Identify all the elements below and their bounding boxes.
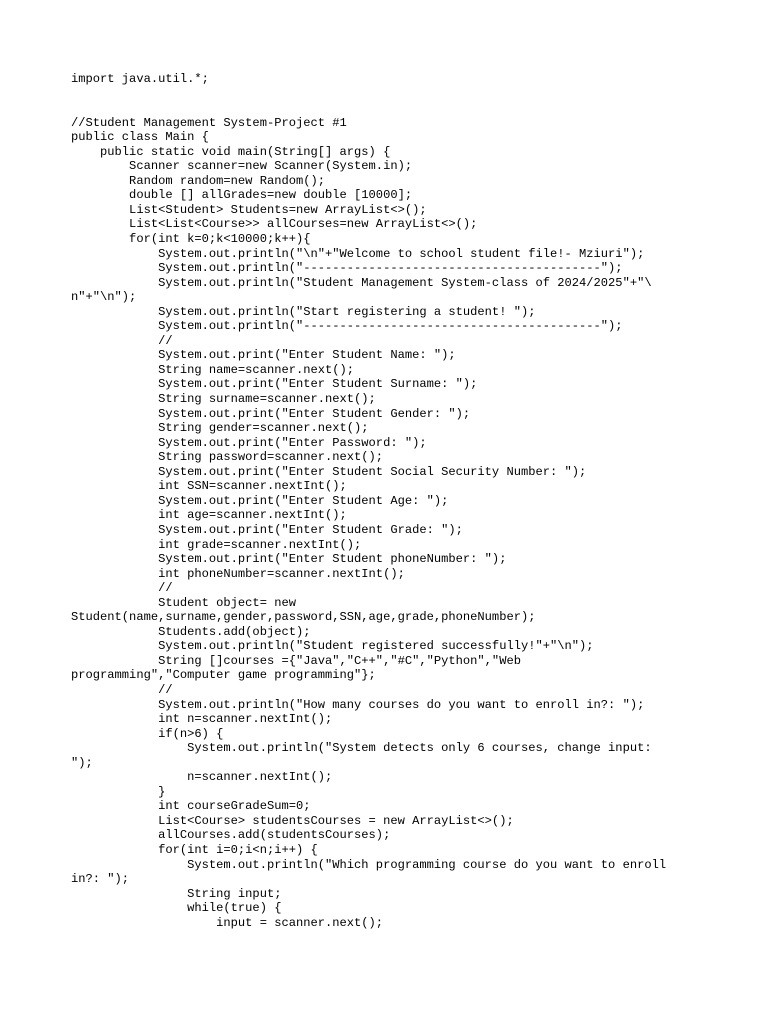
code-line: int phoneNumber=scanner.nextInt(); xyxy=(71,566,405,581)
code-line: } xyxy=(71,784,166,799)
code-line: Student object= new xyxy=(71,595,296,610)
code-line: public class Main { xyxy=(71,130,209,145)
code-line: List<List<Course>> allCourses=new ArrayList<>(); xyxy=(71,217,478,232)
code-line: List<Course> studentsCourses = new ArrayList<>(); xyxy=(71,813,514,828)
code-line: int courseGradeSum=0; xyxy=(71,799,311,814)
code-line: while(true) { xyxy=(71,901,282,916)
code-line: n=scanner.nextInt(); xyxy=(71,770,333,785)
code-line: //Student Management System-Project #1 xyxy=(71,115,347,130)
code-line: int grade=scanner.nextInt(); xyxy=(71,537,362,552)
code-line: if(n>6) { xyxy=(71,726,224,741)
code-line: "); xyxy=(71,755,93,770)
code-line: int SSN=scanner.nextInt(); xyxy=(71,479,347,494)
code-line: double [] allGrades=new double [10000]; xyxy=(71,188,413,203)
code-line: Random random=new Random(); xyxy=(71,173,326,188)
code-line: Students.add(object); xyxy=(71,624,311,639)
code-line xyxy=(71,101,751,116)
code-line: System.out.println("System detects only 6 courses, change input: xyxy=(71,741,652,756)
code-line: System.out.println("-----------------------------------------"); xyxy=(71,319,623,334)
code-line: String password=scanner.next(); xyxy=(71,450,384,465)
code-line: String gender=scanner.next(); xyxy=(71,421,369,436)
code-line: in?: "); xyxy=(71,872,130,887)
code-line: public static void main(String[] args) { xyxy=(71,144,391,159)
code-line: // xyxy=(71,333,173,348)
code-line: programming","Computer game programming"}; xyxy=(71,668,376,683)
code-line: Student(name,surname,gender,password,SSN,age,grade,phoneNumber); xyxy=(71,610,536,625)
code-line: System.out.println("Student Management System-class of 2024/2025"+"\ xyxy=(71,275,652,290)
code-line: int age=scanner.nextInt(); xyxy=(71,508,347,523)
code-line: String name=scanner.next(); xyxy=(71,362,355,377)
code-line: for(int i=0;i<n;i++) { xyxy=(71,842,318,857)
code-line: String []courses ={"Java","C++","#C","Python","Web xyxy=(71,653,521,668)
code-line: System.out.print("Enter Student Gender: "); xyxy=(71,406,471,421)
code-line: allCourses.add(studentsCourses); xyxy=(71,828,391,843)
code-line: System.out.println("\n"+"Welcome to school student file!- Mziuri"); xyxy=(71,246,645,261)
code-line: System.out.println("Start registering a student! "); xyxy=(71,304,536,319)
code-line: // xyxy=(71,682,173,697)
code-line: System.out.println("Which programming course do you want to enroll xyxy=(71,857,667,872)
code-line: System.out.print("Enter Student Age: "); xyxy=(71,493,449,508)
code-line: n"+"\n"); xyxy=(71,290,137,305)
code-line: System.out.println("How many courses do you want to enroll in?: "); xyxy=(71,697,645,712)
code-line xyxy=(71,87,751,102)
code-line: for(int k=0;k<10000;k++){ xyxy=(71,232,311,247)
code-line: int n=scanner.nextInt(); xyxy=(71,712,333,727)
code-line: input = scanner.next(); xyxy=(71,915,384,930)
code-document xyxy=(71,72,751,930)
code-line: String input; xyxy=(71,886,282,901)
code-line: System.out.print("Enter Student Name: "); xyxy=(71,348,456,363)
code-line: System.out.print("Enter Password: "); xyxy=(71,435,427,450)
code-line: Scanner scanner=new Scanner(System.in); xyxy=(71,159,413,174)
code-line: System.out.println("-----------------------------------------"); xyxy=(71,261,623,276)
code-line: List<Student> Students=new ArrayList<>(); xyxy=(71,202,427,217)
code-line: System.out.println("Student registered successfully!"+"\n"); xyxy=(71,639,594,654)
code-line: System.out.print("Enter Student Grade: "); xyxy=(71,522,463,537)
code-line: System.out.print("Enter Student Social Security Number: "); xyxy=(71,464,587,479)
code-line: // xyxy=(71,581,173,596)
code-line: System.out.print("Enter Student Surname: "); xyxy=(71,377,478,392)
code-line: System.out.print("Enter Student phoneNumber: "); xyxy=(71,552,507,567)
code-line: import java.util.*; xyxy=(71,72,209,86)
code-line: String surname=scanner.next(); xyxy=(71,392,376,407)
